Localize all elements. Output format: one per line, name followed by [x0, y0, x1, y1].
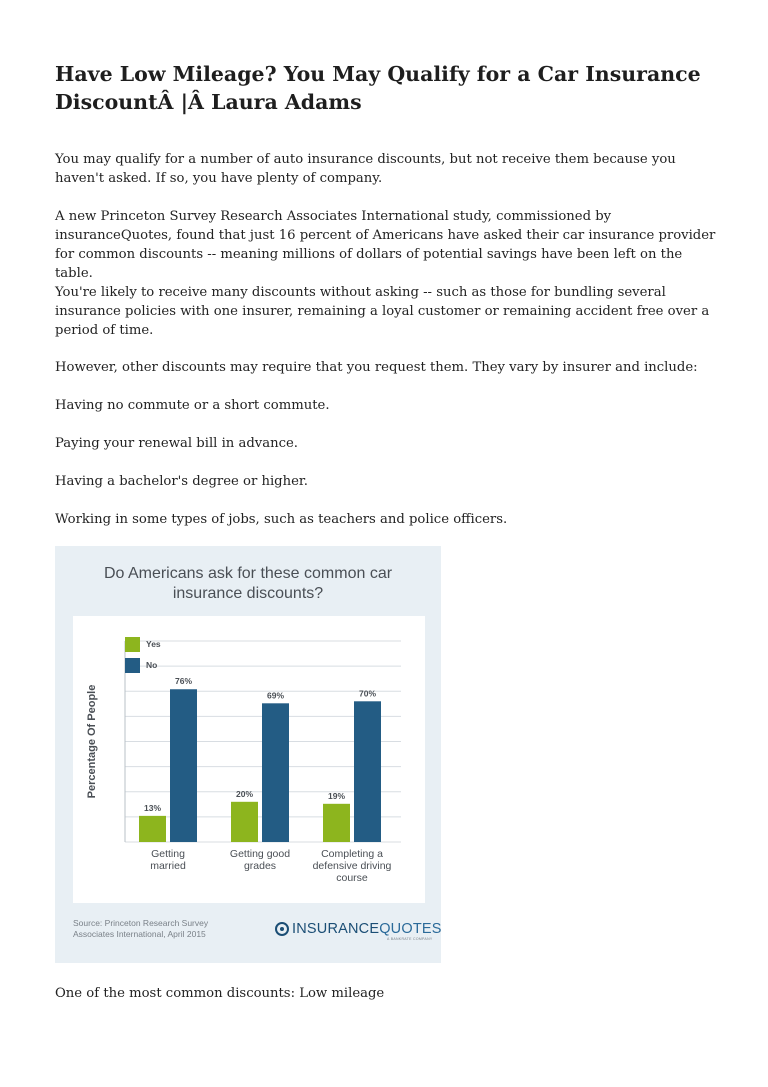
bar-no: [354, 701, 381, 842]
paragraph-intro: You may qualify for a number of auto insurance discounts, but not receive them because you haven't asked. If so, you have plenty of company.: [55, 152, 676, 186]
logo-wordmark: [292, 920, 442, 938]
discount-item-renewal: Paying your renewal bill in advance.: [55, 436, 298, 451]
insurancequotes-logo: [275, 920, 442, 944]
chart-title-line-1: Do Americans ask for these common car: [103, 565, 393, 582]
legend-swatch-yes: [125, 637, 140, 652]
category-label: Completing a: [321, 848, 383, 860]
bar-value-label: 13%: [143, 802, 162, 813]
chart-figure: [55, 546, 441, 963]
discount-item-commute: Having no commute or a short commute.: [55, 398, 330, 413]
page-title: Have Low Mileage? You May Qualify for a Car Insurance DiscountÂ |Â Laura Adams: [55, 62, 701, 114]
y-axis-label: Percentage Of People: [86, 684, 98, 799]
category-label: married: [150, 860, 186, 872]
source-line-1: Source: Princeton Research Survey: [73, 918, 209, 928]
logo-word-2: QUOTES: [379, 921, 442, 937]
category-label: Getting: [151, 848, 185, 860]
chart-panel: [73, 616, 425, 903]
paragraph-study: A new Princeton Survey Research Associates International study, commissioned by insuranceQuotes, found that just 16 percent of Americans have asked their car insurance provider for common discounts -- meaning millions of dollars of potential savings have been left on the table.: [55, 209, 716, 281]
bar-yes: [139, 816, 166, 842]
bar-value-label: 19%: [327, 790, 346, 801]
bar-no: [170, 689, 197, 842]
chart-title: [55, 564, 441, 604]
source-line-2: Associates International, April 2015: [73, 929, 206, 939]
category-label: grades: [243, 860, 277, 872]
logo-subtitle: A BANKRATE COMPANY: [387, 937, 433, 941]
category-label: course: [336, 872, 368, 884]
bar-yes: [323, 804, 350, 842]
bar-value-label: 20%: [235, 788, 254, 799]
discount-item-jobs: Working in some types of jobs, such as teachers and police officers.: [55, 512, 508, 527]
logo-circle-icon: [275, 922, 289, 936]
category-label: defensive driving: [312, 860, 392, 872]
legend-label-no: No: [146, 660, 158, 670]
bar-no: [262, 703, 289, 842]
category-label: Getting good: [229, 848, 291, 860]
bar-chart: [73, 616, 425, 903]
paragraph-low-mileage: One of the most common discounts: Low mileage: [55, 986, 385, 1001]
paragraph-request-discounts: However, other discounts may require that you request them. They vary by insurer and include:: [55, 360, 698, 375]
paragraph-automatic-discounts: You're likely to receive many discounts without asking -- such as those for bundling several insurance policies with one insurer, remaining a loyal customer or remaining accident free over a period of time.: [55, 285, 710, 338]
bar-value-label: 70%: [358, 688, 377, 699]
legend-swatch-no: [125, 658, 140, 673]
bar-value-label: 69%: [266, 690, 285, 701]
logo-word-1: INSURANCE: [292, 921, 380, 937]
bar-yes: [231, 802, 258, 842]
chart-title-line-2: insurance discounts?: [172, 585, 324, 602]
bar-value-label: 76%: [174, 676, 193, 687]
legend-label-yes: Yes: [146, 639, 161, 649]
chart-source: [73, 918, 273, 940]
discount-item-degree: Having a bachelor's degree or higher.: [55, 474, 308, 489]
